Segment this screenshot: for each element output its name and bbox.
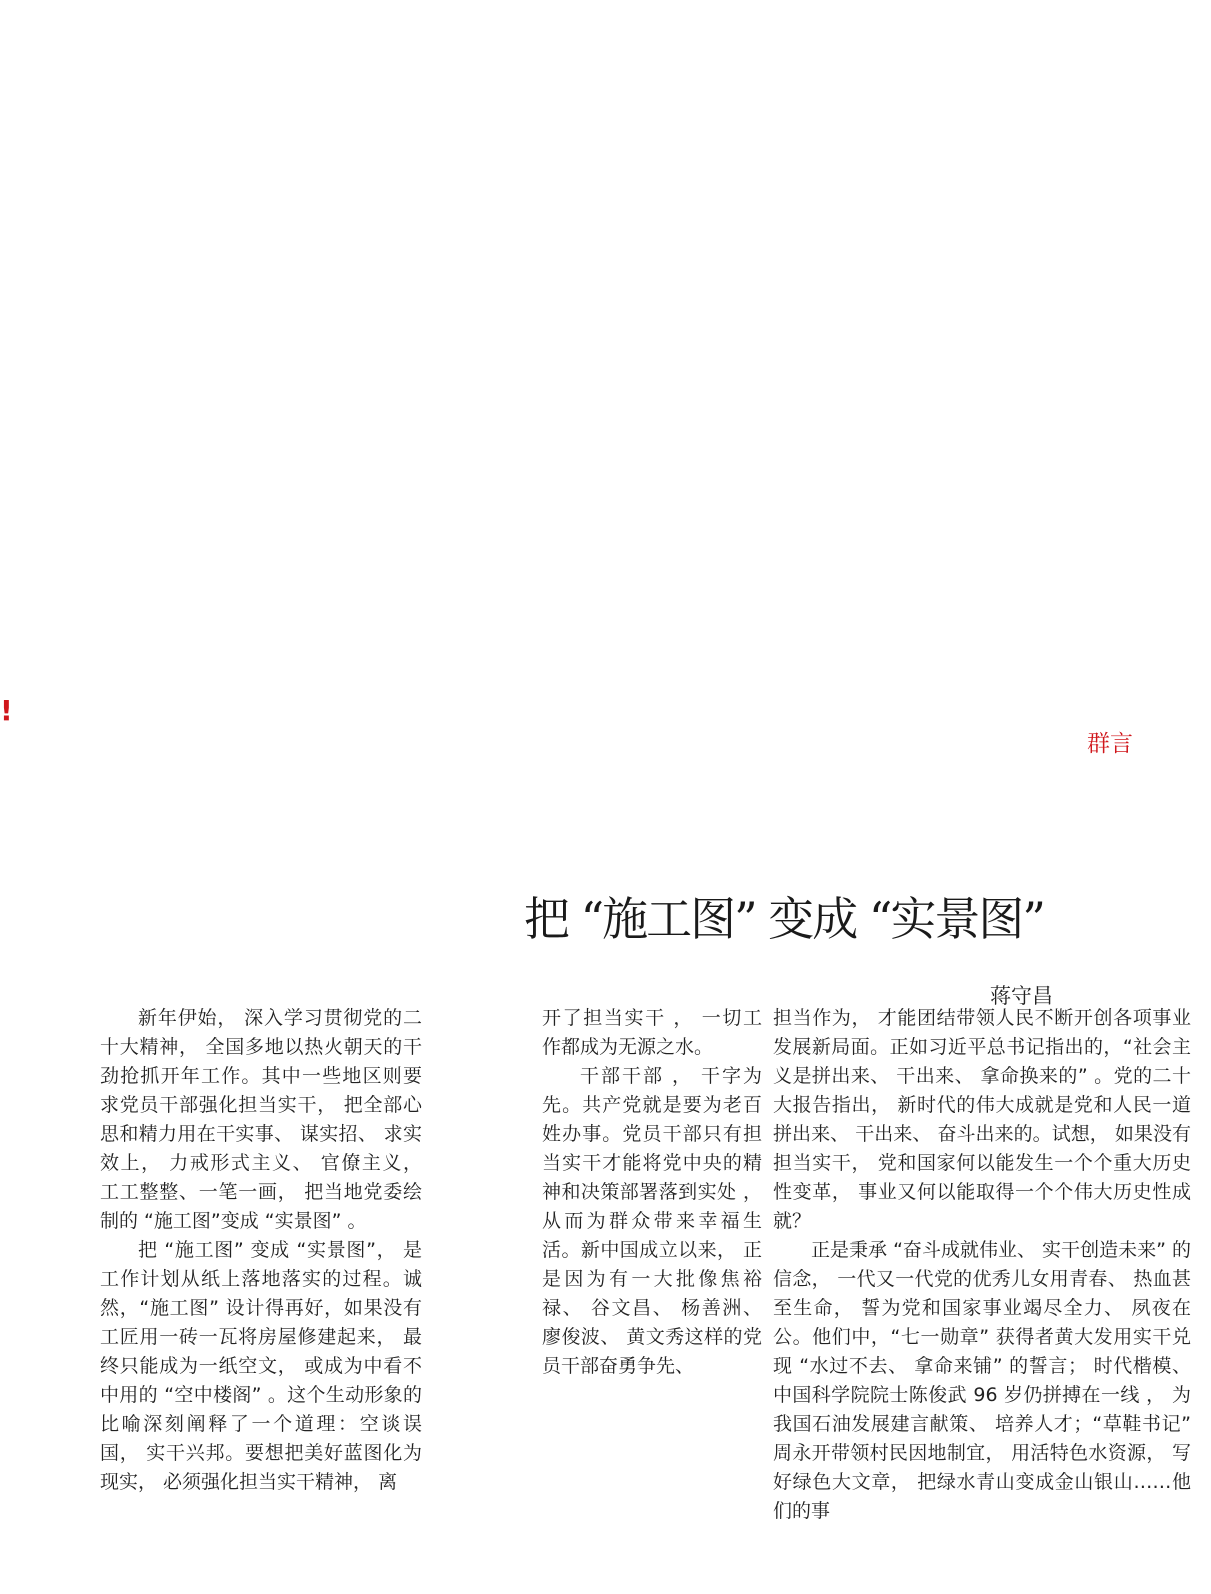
- paragraph: 把 “施工图” 变成 “实景图”， 是工作计划从纸上落地落实的过程。诚然，“施工图” 设计得再好，如果没有工匠用一砖一瓦将房屋修建起来， 最终只能成为一纸空文， 或成为中看不中用的 “空中楼阁” 。这个生动形象的比喻深刻阐释了一个道理：空谈误国， 实干兴邦。要想把美好蓝图化为现实， 必须强化担当实干精神， 离: [100, 1239, 422, 1493]
- paragraph: 干部干部 ， 干字为先。共产党就是要为老百姓办事。党员干部只有担当实干才能将党中央的精神和决策部署落到实处 ， 从而为群众带来幸福生活。新中国成立以来， 正是因为有一大批像焦裕禄、 谷文昌、 杨善洲、 廖俊波、 黄文秀这样的党员干部奋勇争先、: [542, 1065, 762, 1377]
- article-title: 把 “施工图” 变成 “实景图”: [524, 892, 1044, 946]
- corner-exclamation-mark: !: [0, 694, 13, 727]
- paragraph-continued: 担当作为， 才能团结带领人民不断开创各项事业发展新局面。正如习近平总书记指出的，“社会主义是拼出来、 干出来、 拿命换来的” 。党的二十大报告指出， 新时代的伟大成就是党和人民一道拼出来、 干出来、 奋斗出来的。试想， 如果没有担当实干， 党和国家何以能发生一个个重大历史性变革， 事业又何以能取得一个个伟大历史性成就？: [773, 1007, 1191, 1232]
- paragraph: 正是秉承 “奋斗成就伟业、 实干创造未来” 的信念， 一代又一代党的优秀儿女用青春、 热血甚至生命， 誓为党和国家事业竭尽全力、 夙夜在公。他们中，“七一勋章” 获得者黄大发用实干兑现 “水过不去、 拿命来铺” 的誓言； 时代楷模、 中国科学院院士陈俊武 96 岁仍拼搏在一线 ， 为我国石油发展建言献策、 培养人才；“草鞋书记” 周永开带领村民因地制宜， 用活特色水资源， 写好绿色大文章， 把绿水青山变成金山银山……他们的事: [773, 1239, 1191, 1522]
- article-author: 蒋守昌: [990, 984, 1053, 1008]
- paragraph-continued: 开了担当实干 ， 一切工作都成为无源之水。: [542, 1007, 762, 1058]
- paragraph: 新年伊始， 深入学习贯彻党的二十大精神， 全国多地以热火朝天的干劲抢抓开年工作。其中一些地区则要求党员干部强化担当实干， 把全部心思和精力用在干实事、 谋实招、 求实效上， 力戒形式主义、 官僚主义， 工工整整、一笔一画， 把当地党委绘制的 “施工图”变成 “实景图” 。: [100, 1007, 422, 1232]
- column-label: 群言: [1087, 731, 1133, 757]
- article-column-2: [542, 1004, 762, 1381]
- article-column-3: [773, 1004, 1191, 1526]
- article-column-1: [100, 1004, 422, 1497]
